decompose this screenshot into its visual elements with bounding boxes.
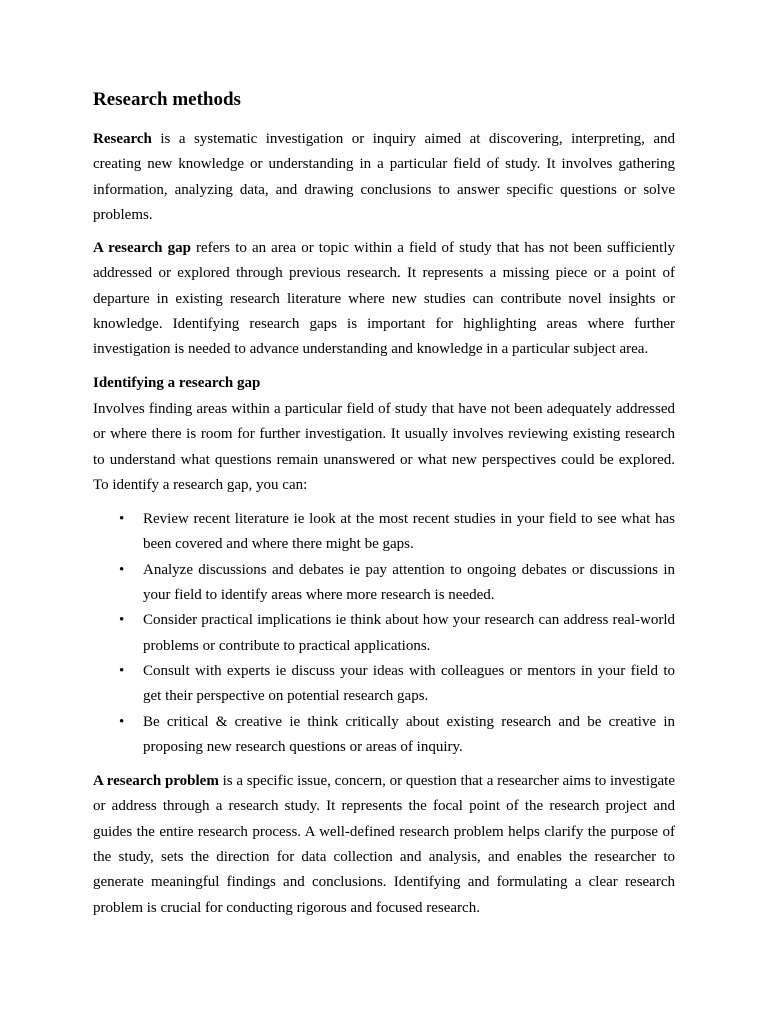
document-page xyxy=(93,86,675,929)
page-title: Research methods xyxy=(93,89,241,110)
research-gap-definition-text: refers to an area or topic within a field of study that has not been sufficiently addressed or explored through previous research. It represents a missing piece or a point of departure in existing research literature where new studies can contribute novel insights or knowledge. Identifying research gaps is important for highlighting areas where further investigation is needed to advance understanding and knowledge in a particular subject area. xyxy=(93,240,675,358)
list-item xyxy=(93,507,675,558)
term-research: Research xyxy=(93,131,152,147)
list-item-text: Consult with experts ie discuss your ideas with colleagues or mentors in your field to get their perspective on potential research gaps. xyxy=(143,662,675,705)
research-definition-text: is a systematic investigation or inquiry aimed at discovering, interpreting, and creating new knowledge or understanding in a particular field of study. It involves gathering information, analyzing data, and drawing conclusions to answer specific questions or solve problems. xyxy=(93,131,675,223)
paragraph-research-gap-definition xyxy=(93,236,675,362)
list-item-text: Be critical & creative ie think critically about existing research and be creative in proposing new research questions or areas of inquiry. xyxy=(143,713,675,755)
paragraph-identifying-gap: Involves finding areas within a particular field of study that have not been adequately addressed or where there is room for further investigation. It usually involves reviewing existing research to understand what questions remain unanswered or what new perspectives could be explored. To identify a research gap, you can: xyxy=(93,400,675,493)
bullet-marker: • xyxy=(119,561,125,578)
bullet-marker: • xyxy=(119,713,125,730)
bullet-marker: • xyxy=(119,612,125,629)
bullet-marker: • xyxy=(119,511,125,528)
term-research-problem: A research problem xyxy=(93,773,219,790)
list-item xyxy=(93,659,675,710)
research-problem-definition-text: is a specific issue, concern, or question that a researcher aims to investigate or address through a research study. It represents the focal point of the research project and guides the entire research process. A well-defined research problem helps clarify the purpose of the study, sets the direction for data collection and analysis, and enables the researcher to generate meaningful findings and conclusions. Identifying and formulating a clear research problem is crucial for conducting rigorous and focused research. xyxy=(93,773,675,916)
list-item-text: Review recent literature ie look at the most recent studies in your field to see what has been covered and where there might be gaps. xyxy=(143,511,675,553)
list-item xyxy=(93,558,675,609)
list-item-text: Consider practical implications ie think about how your research can address real-world problems or contribute to practical applications. xyxy=(143,612,675,654)
list-item xyxy=(93,608,675,659)
list-item-text: Analyze discussions and debates ie pay attention to ongoing debates or discussions in your field to identify areas where more research is needed. xyxy=(143,561,675,604)
paragraph-research-problem-definition xyxy=(93,769,675,921)
bullet-marker: • xyxy=(119,662,125,679)
section-heading: Identifying a research gap xyxy=(93,374,261,391)
term-research-gap: A research gap xyxy=(93,240,191,257)
list-item xyxy=(93,710,675,761)
paragraph-research-definition xyxy=(93,127,675,228)
bullet-list xyxy=(93,507,675,760)
